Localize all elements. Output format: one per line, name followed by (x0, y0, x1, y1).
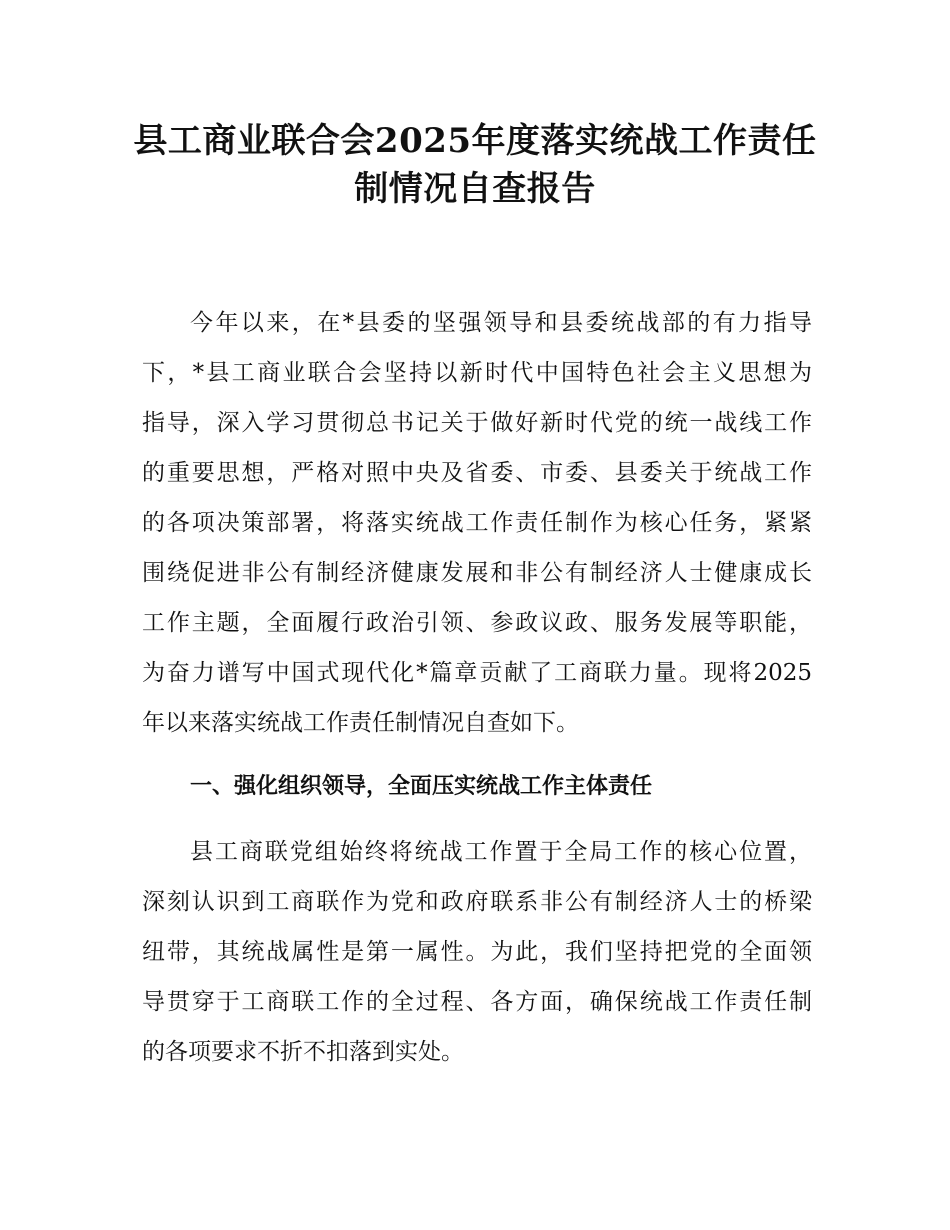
paragraph-1-line-3: 指导，深入学习贯彻总书记关于做好新时代党的统一战线工作 (142, 410, 812, 436)
paragraph-2-line-4: 导贯穿于工商联工作的全过程、各方面，确保统战工作责任制 (142, 989, 812, 1015)
paragraph-1-line-6: 围绕促进非公有制经济健康发展和非公有制经济人士健康成长 (142, 560, 812, 586)
document-title-line-2: 制情况自查报告 (354, 169, 596, 209)
paragraph-1-line-1: 今年以来，在*县委的坚强领导和县委统战部的有力指导 (190, 310, 812, 336)
paragraph-1-line-2: 下，*县工商业联合会坚持以新时代中国特色社会主义思想为 (142, 360, 812, 386)
paragraph-2-line-1: 县工商联党组始终将统战工作置于全局工作的核心位置， (190, 839, 812, 865)
paragraph-1-line-8: 为奋力谱写中国式现代化*篇章贡献了工商联力量。现将2025 (142, 660, 812, 686)
paragraph-1-line-9: 年以来落实统战工作责任制情况自查如下。 (142, 710, 579, 736)
paragraph-2-line-2: 深刻认识到工商联作为党和政府联系非公有制经济人士的桥梁 (142, 889, 812, 915)
paragraph-1-line-5: 的各项决策部署，将落实统战工作责任制作为核心任务，紧紧 (142, 510, 812, 536)
paragraph-2-line-5: 的各项要求不折不扣落到实处。 (142, 1039, 464, 1065)
paragraph-1-line-4: 的重要思想，严格对照中央及省委、市委、县委关于统战工作 (142, 460, 812, 486)
paragraph-1-line-7: 工作主题，全面履行政治引领、参政议政、服务发展等职能， (142, 610, 812, 636)
section-1-heading: 一、强化组织领导，全面压实统战工作主体责任 (190, 774, 653, 799)
paragraph-2-line-3: 纽带，其统战属性是第一属性。为此，我们坚持把党的全面领 (142, 939, 812, 965)
document-title-line-1: 县工商业联合会2025年度落实统战工作责任 (133, 121, 817, 161)
